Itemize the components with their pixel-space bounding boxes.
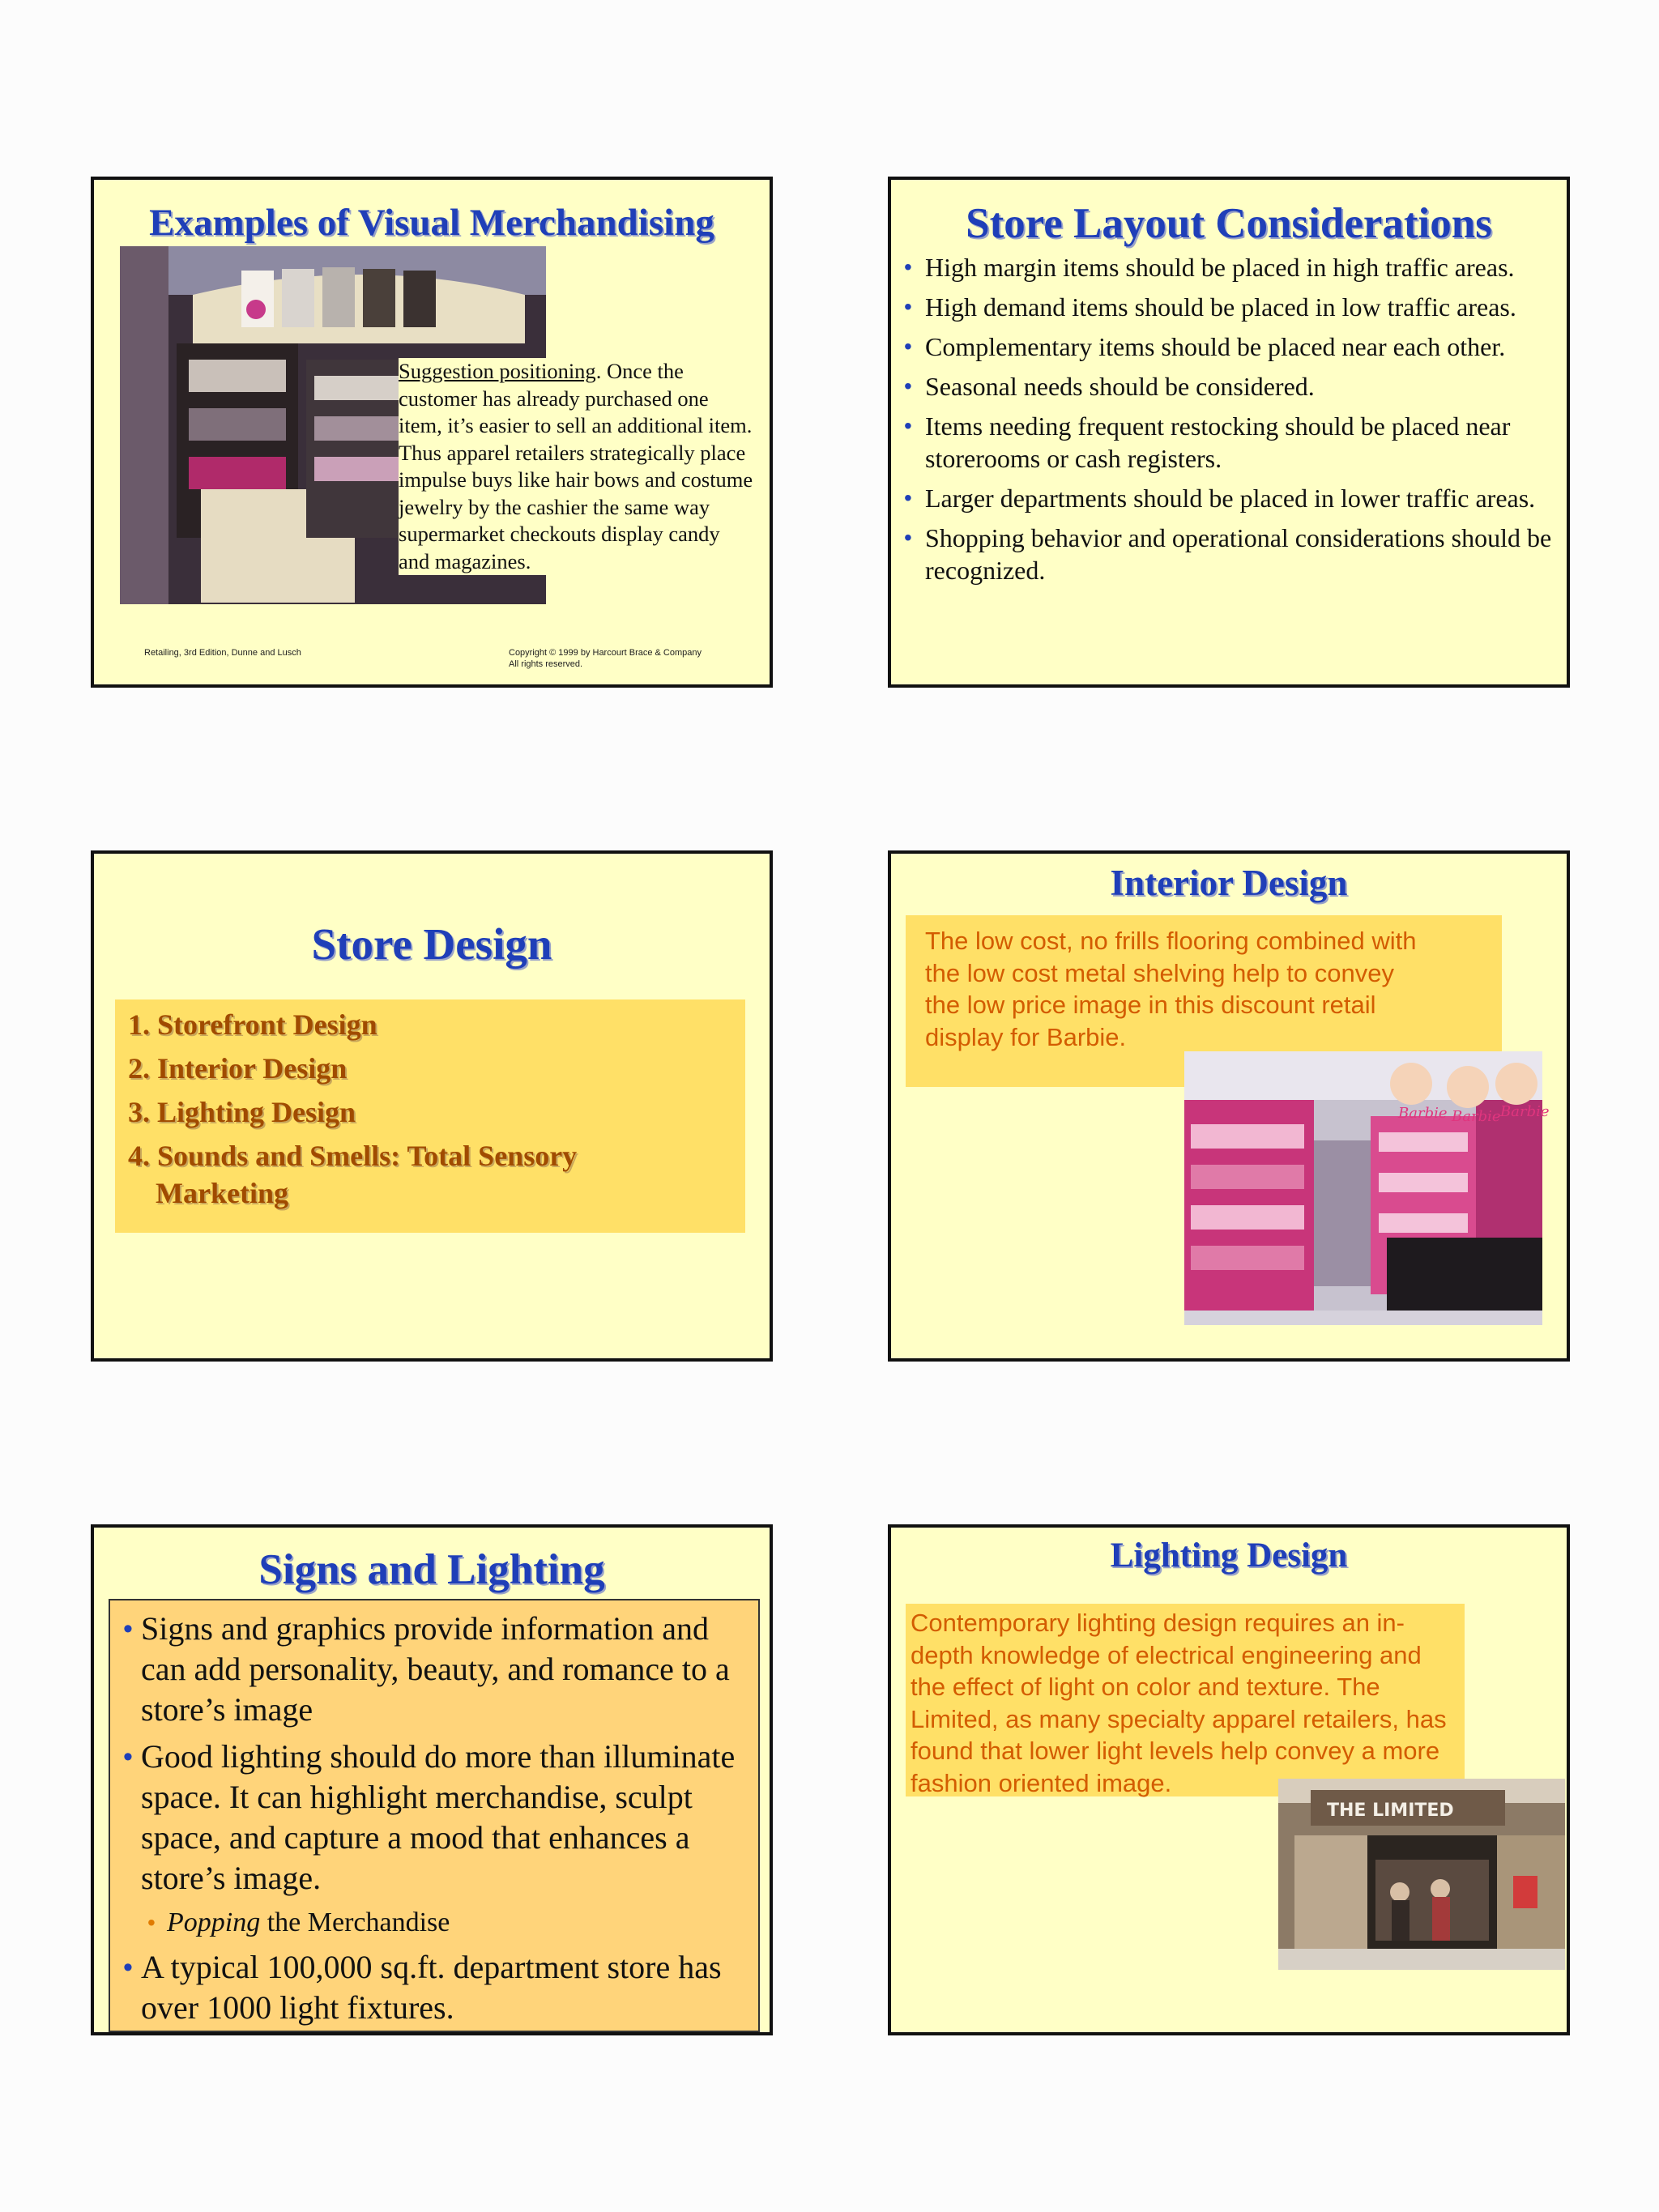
bullet-dot-icon: • <box>904 294 912 319</box>
slide-visual-merchandising <box>91 177 773 688</box>
slide-title: Store Design <box>311 919 552 969</box>
list-item: 3. Lighting Design <box>128 1096 356 1128</box>
list-item: • Larger departments should be placed in lower traffic areas. <box>904 484 1536 513</box>
bullet-dot-icon: • <box>123 1613 133 1644</box>
slide-title: Interior Design <box>1110 863 1348 903</box>
slide-lighting-design <box>888 1524 1570 2035</box>
slide-title: Lighting Design <box>1110 1536 1348 1575</box>
list-item: • Complementary items should be placed near each other. <box>904 332 1506 361</box>
list-item: • Shopping behavior and operational considerations should be recognized. <box>904 523 1552 585</box>
suggestion-positioning-text <box>399 358 755 575</box>
list-item: 1. Storefront Design <box>128 1008 377 1041</box>
caption-box <box>906 1604 1465 1796</box>
caption-text: Contemporary lighting design requires an in-depth knowledge of electrical engineering and the effect of light on color and texture. The Limited, as many specialty apparel retailers, has found that lower light levels help convey a more fashion oriented image. <box>911 1609 1447 1797</box>
footer-rights: All rights reserved. <box>509 659 583 669</box>
store-design-list <box>115 999 745 1233</box>
bullet-dot-icon: • <box>904 254 912 279</box>
barbie-aisle-photo <box>1184 1051 1550 1325</box>
the-limited-storefront-photo <box>1278 1779 1565 1970</box>
caption-text: The low cost, no frills flooring combined with the low cost metal shelving help to convey the low price image in this discount retail display for Barbie. <box>925 927 1417 1051</box>
bullet-dot-icon: • <box>904 525 912 550</box>
footer-copyright: Copyright © 1999 by Harcourt Brace & Company <box>509 648 702 658</box>
slide-store-design <box>91 850 773 1362</box>
bullet-dot-icon: • <box>904 373 912 399</box>
list-item: • Seasonal needs should be considered. <box>904 372 1315 401</box>
list-item: • Items needing frequent restocking should be placed near storerooms or cash registers. <box>904 411 1511 473</box>
signs-lighting-box <box>109 1599 760 2032</box>
suggestion-positioning-body: . Once the customer has already purchased one item, it’s easier to sell an additional item. Thus apparel retailers strategically place impulse buys like hair bows and costume jewelry by the cashier the same way supermarket checkouts display candy and magazines. <box>399 359 753 573</box>
list-item: • A typical 100,000 sq.ft. department store has over 1000 light fixtures. <box>123 1949 722 2026</box>
list-item: Marketing <box>156 1177 288 1209</box>
list-item: • Signs and graphics provide information and can add personality, beauty, and romance to a store’s image <box>123 1610 730 1728</box>
bullet-dot-icon: • <box>147 1910 156 1935</box>
list-item: • High demand items should be placed in low traffic areas. <box>904 292 1516 322</box>
slide-title: Examples of Visual Merchandising <box>149 202 714 244</box>
bullet-dot-icon: • <box>123 1741 133 1772</box>
list-subitem: • Popping the Merchandise <box>123 1905 752 1941</box>
barbie-sign-2: Barbie <box>1452 1108 1501 1125</box>
slide-interior-design <box>888 850 1570 1362</box>
bullet-dot-icon: • <box>904 334 912 359</box>
suggestion-positioning-term: Suggestion positioning <box>399 359 596 383</box>
list-item: • Good lighting should do more than illuminate space. It can highlight merchandise, sculpt space, and capture a mood that enhances a store’s image. <box>123 1738 736 1896</box>
list-item: 4. Sounds and Smells: Total Sensory <box>128 1140 578 1172</box>
barbie-sign-3: Barbie <box>1500 1103 1550 1120</box>
bullet-dot-icon: • <box>904 413 912 438</box>
signs-lighting-bullet-list <box>123 1609 752 2035</box>
list-item: 2. Interior Design <box>128 1052 348 1085</box>
layout-bullet-list <box>901 251 1565 594</box>
slide-store-layout <box>888 177 1570 688</box>
footer-left: Retailing, 3rd Edition, Dunne and Lusch <box>144 648 301 658</box>
slide-title: Store Layout Considerations <box>966 200 1492 247</box>
slide-title: Signs and Lighting <box>258 1546 605 1593</box>
bullet-dot-icon: • <box>904 485 912 510</box>
slide-signs-and-lighting <box>91 1524 773 2035</box>
barbie-sign-1: Barbie <box>1398 1105 1448 1122</box>
bullet-dot-icon: • <box>123 1952 133 1983</box>
store-sign-text: THE LIMITED <box>1327 1801 1454 1821</box>
list-item: • High margin items should be placed in high traffic areas. <box>904 253 1515 282</box>
